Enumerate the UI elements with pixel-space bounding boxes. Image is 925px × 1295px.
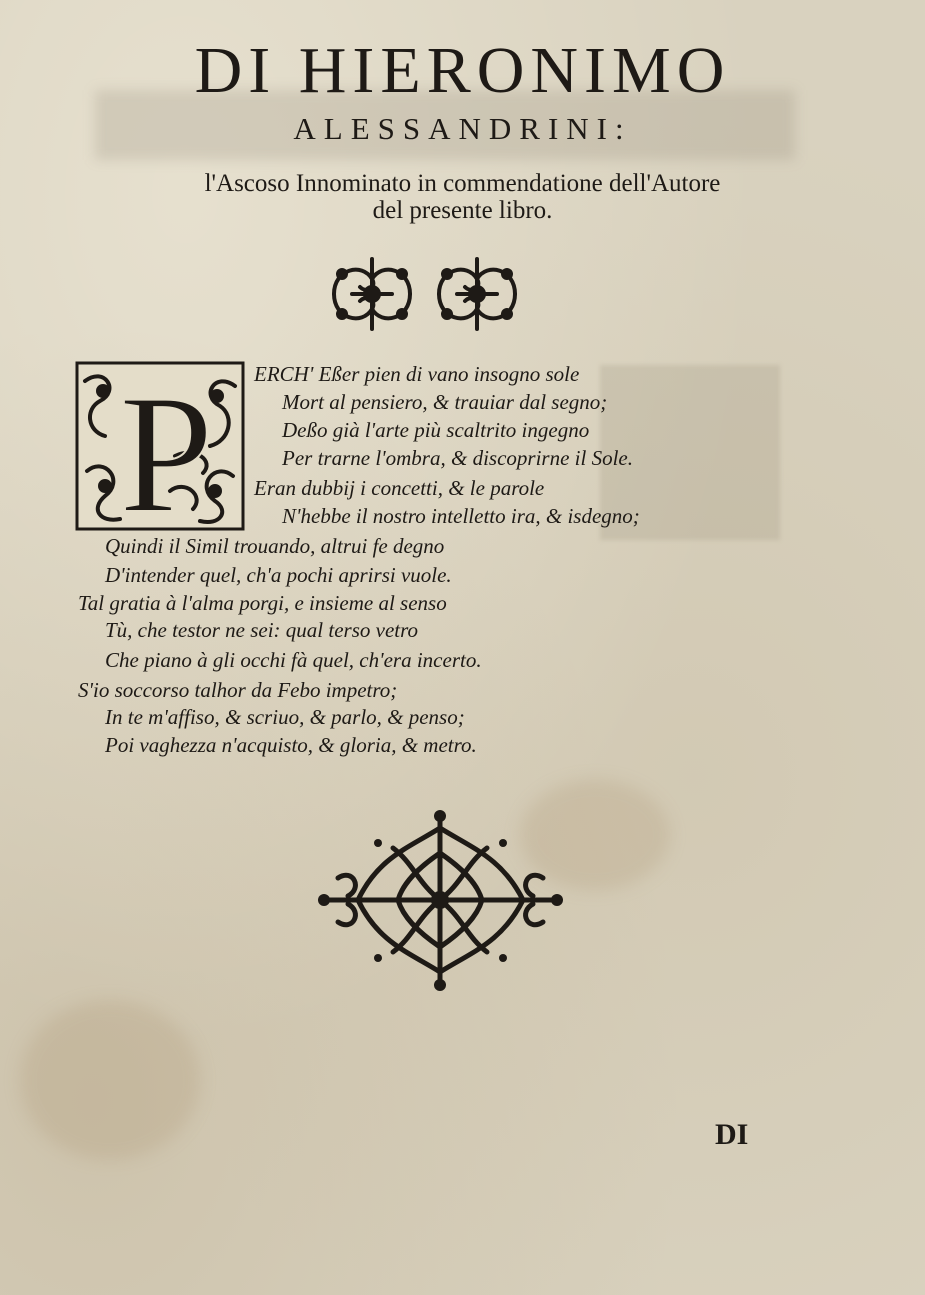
drop-cap-letter: P	[119, 361, 214, 531]
poem-line-12: S'io soccorso talhor da Febo impetro;	[78, 678, 398, 702]
poem-line-14: Poi vaghezza n'acquisto, & gloria, & metro.	[105, 733, 477, 757]
poem-line-4: Per trarne l'ombra, & discoprirne il Sole.	[282, 446, 633, 470]
poem-line-8: D'intender quel, ch'a pochi aprirsi vuole.	[105, 563, 452, 587]
paper-stain	[20, 1000, 200, 1160]
poem-line-2: Mort al pensiero, & trauiar dal segno;	[282, 390, 608, 414]
poem-line-1: ERCH' Eßer pien di vano insogno sole	[254, 362, 580, 386]
subtitle-line-2: del presente libro.	[372, 197, 553, 224]
poem-line-13: In te m'affiso, & scriuo, & parlo, & penso;	[105, 705, 465, 729]
subtitle-line-1: l'Ascoso Innominato in commendatione dell'Autore	[204, 170, 721, 197]
poem-line-10: Tù, che testor ne sei: qual terso vetro	[105, 618, 419, 642]
poem-line-11: Che piano à gli occhi fà quel, ch'era incerto.	[105, 648, 482, 672]
catchword: DI	[715, 1118, 749, 1151]
poem-line-3: Deßo già l'arte più scaltrito ingegno	[282, 418, 590, 442]
poem-line-6: N'hebbe il nostro intelletto ira, & isdegno;	[282, 504, 640, 528]
poem-line-5: Eran dubbij i concetti, & le parole	[254, 476, 545, 500]
central-fleuron-ornament	[318, 808, 563, 993]
poem-line-7: Quindi il Simil trouando, altrui fe degno	[105, 534, 445, 558]
poem-line-9: Tal gratia à l'alma porgi, e insieme al senso	[78, 591, 447, 615]
title-surname-line: ALESSANDRINI:	[293, 111, 632, 146]
title-author-line: DI HIERONIMO	[194, 34, 731, 107]
